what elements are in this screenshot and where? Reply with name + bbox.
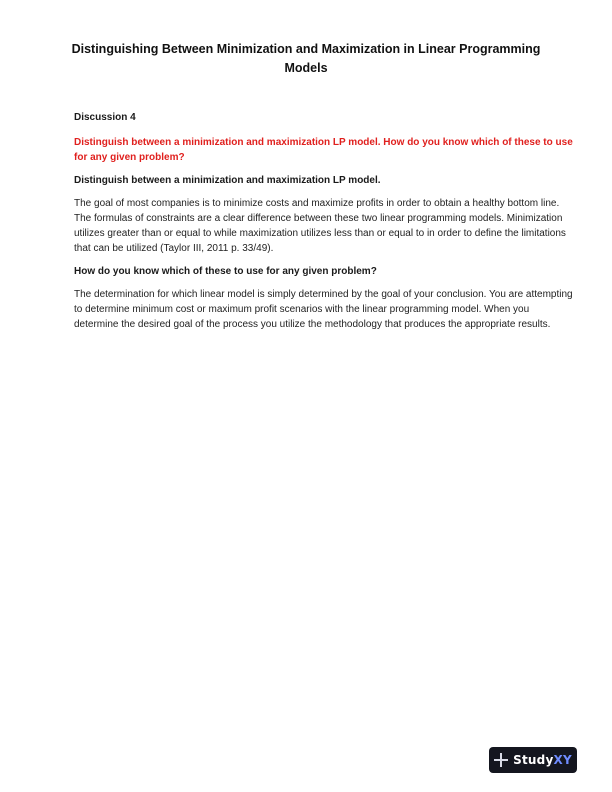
brand-name-part1: Study [513, 753, 554, 767]
brand-name [513, 753, 572, 767]
section-2-heading: How do you know which of these to use for any given problem? [74, 266, 377, 277]
section-2-body: The determination for which linear model is simply determined by the goal of your conclusion. You are attempting to determine minimum cost or maximum profit scenarios with the linear programming model. When you determine the desired goal of the process you utilize the methodology that produces the appropriate results. [74, 289, 573, 330]
studyxy-logo[interactable] [489, 747, 577, 773]
section-1-heading: Distinguish between a minimization and maximization LP model. [74, 175, 381, 186]
document-content [74, 110, 574, 340]
document-title: Distinguishing Between Minimization and Maximization in Linear Programming Models [71, 42, 541, 75]
plus-icon [494, 753, 508, 767]
discussion-prompt: Distinguish between a minimization and maximization LP model. How do you know which of these to use for any given problem? [74, 137, 573, 163]
discussion-label: Discussion 4 [74, 112, 136, 123]
section-1-body: The goal of most companies is to minimize costs and maximize profits in order to obtain a healthy bottom line. The formulas of constraints are a clear difference between these two linear programming models. Minimization utilizes greater than or equal to while maximization utilizes less than or equal to in order to define the limitations that can be utilized (Taylor III, 2011 p. 33/49). [74, 198, 566, 254]
brand-name-part2: XY [553, 753, 572, 767]
